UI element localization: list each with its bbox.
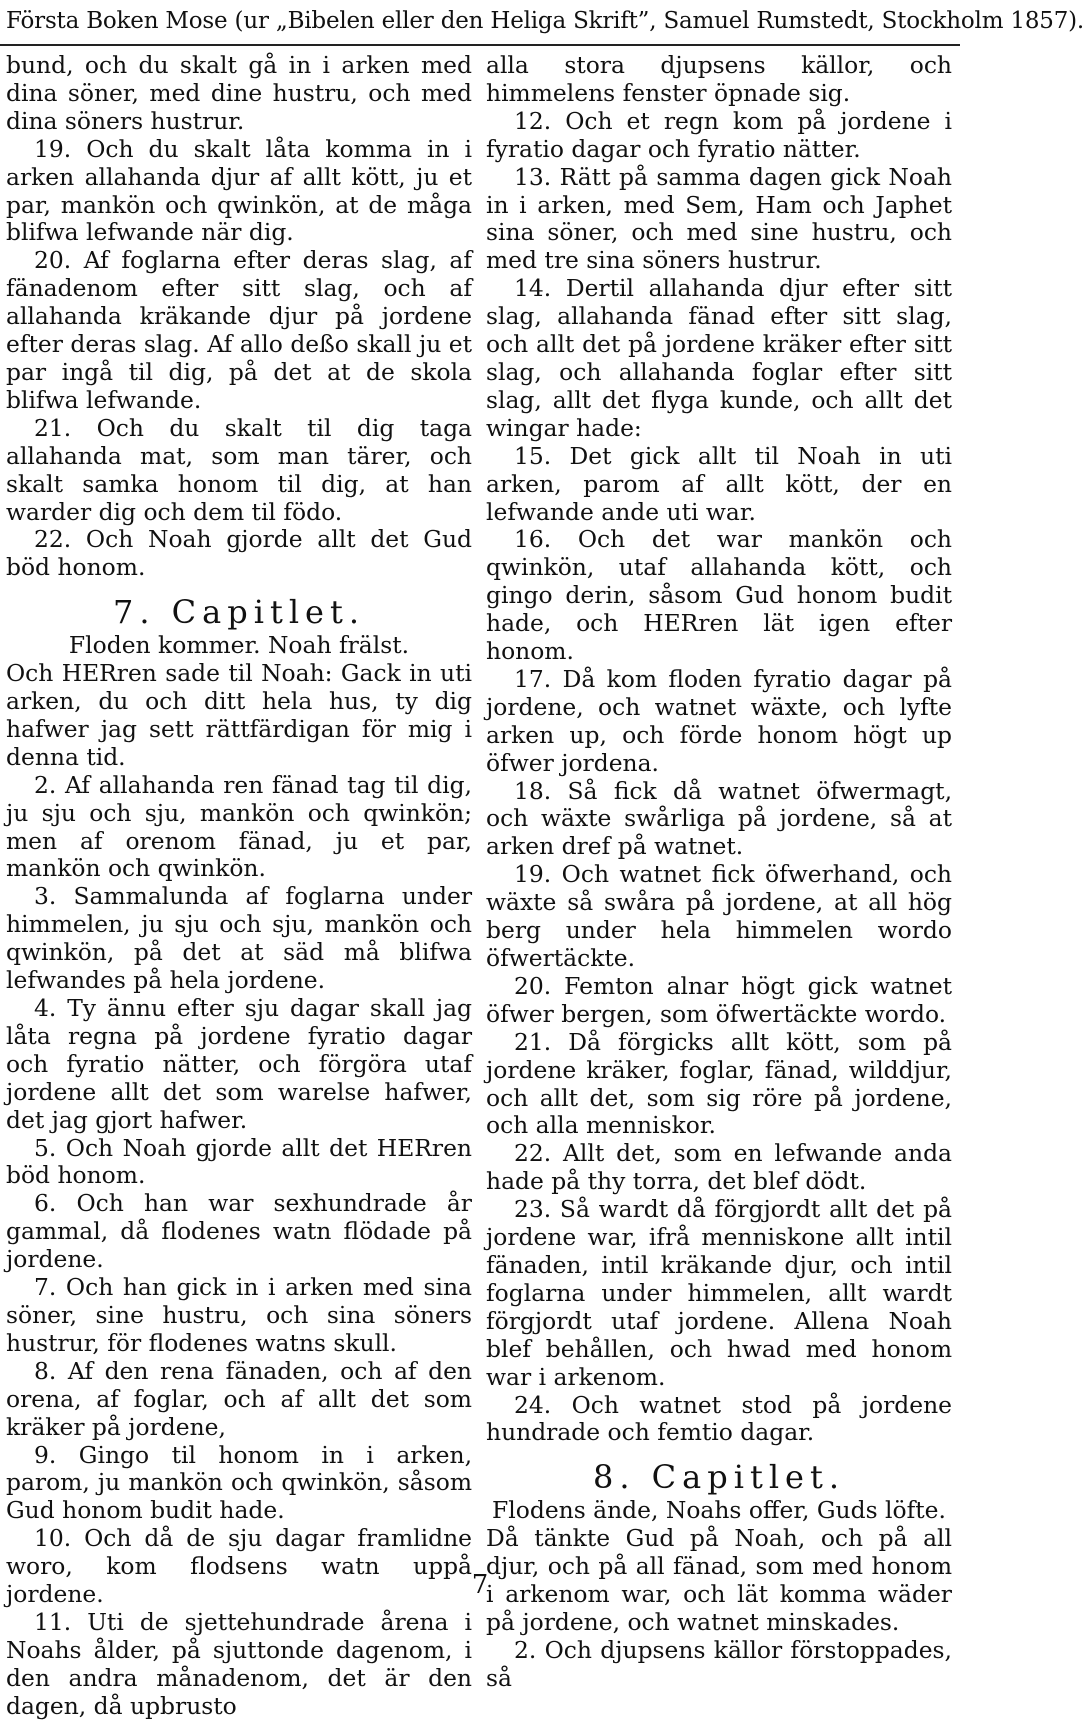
verse-paragraph: 6. Och han war sexhundrade år gammal, då flodenes watn flödade på jordene.	[6, 1189, 472, 1274]
verse-paragraph: bund, och du skalt gå in i arken med dina söner, med dine hustru, och med dina söners hustrur.	[6, 51, 472, 135]
header-rule	[0, 44, 960, 46]
verse-paragraph: 19. Och watnet fick öfwerhand, och wäxte så swåra på jordene, at all hög berg under hela himmelen wordo öfwertäckte.	[486, 860, 952, 972]
verse-paragraph: 4. Ty ännu efter sju dagar skall jag låta regna på jordene fyratio dagar och fyratio nätter, och förgöra utaf jordene allt det som warelse hafwer, det jag gjort hafwer.	[6, 994, 472, 1134]
verse-paragraph: 9. Gingo til honom in i arken, parom, ju mankön och qwinkön, såsom Gud honom budit hade.	[6, 1440, 472, 1525]
chapter-heading: 7. Capitlet.	[112, 593, 366, 632]
verse-paragraph: 20. Femton alnar högt gick watnet öfwer bergen, som öfwertäckte wordo.	[486, 971, 952, 1028]
verse-paragraph: Och HERren sade til Noah: Gack in uti arken, du och ditt hela hus, ty dig hafwer jag sett rättfärdigan för mig i denna tid.	[6, 659, 472, 771]
running-header: Första Boken Mose (ur „Bibelen eller den Heliga Skrift”, Samuel Rumstedt, Stockholm 1857).	[6, 8, 1084, 34]
verse-paragraph: Då tänkte Gud på Noah, och på all djur, och på all fänad, som med honom i arkenom war, och lät komma wäder på jordene, och watnet minskades.	[486, 1524, 952, 1636]
verse-paragraph: 14. Dertil allahanda djur efter sitt slag, allahanda fänad efter sitt slag, och allt det på jordene kräker efter sitt slag, och allahanda foglar efter sitt slag, allt det flyga kunde, och allt det wingar hade:	[486, 274, 952, 442]
chapter-subtitle: Floden kommer. Noah frälst.	[68, 631, 410, 660]
chapter-heading: 8. Capitlet.	[592, 1458, 846, 1497]
verse-paragraph: 17. Då kom floden fyratio dagar på jordene, och watnet wäxte, och lyfte arken up, och förde honom högt up öfwer jordena.	[486, 664, 952, 777]
verse-paragraph: 3. Sammalunda af foglarna under himmelen, ju sju och sju, mankön och qwinkön, på det at säd må blifwa lefwandes på hela jordene.	[6, 882, 472, 995]
left-column	[6, 52, 472, 1721]
verse-paragraph: 21. Och du skalt til dig taga allahanda mat, som man tärer, och skalt samka honom til dig, at han warder dig och dem til födo.	[6, 413, 472, 526]
verse-paragraph: 24. Och watnet stod på jordene hundrade och femtio dagar.	[486, 1390, 952, 1447]
verse-paragraph: 15. Det gick allt til Noah in uti arken, parom af allt kött, der en lefwande ande uti war.	[486, 441, 952, 526]
chapter-subtitle: Flodens ände, Noahs offer, Guds löfte.	[492, 1496, 946, 1525]
verse-paragraph: 7. Och han gick in i arken med sina söner, sine hustru, och sina söners hustrur, för flodenes watns skull.	[6, 1273, 472, 1357]
verse-paragraph: 23. Så wardt då förgjordt allt det på jordene war, ifrå menniskone allt intil fänaden, intil kräkande djur, och intil foglarna under himmelen, allt wardt förgjordt utaf jordene. Allena Noah blef behållen, och hwad med honom war i arkenom.	[486, 1195, 952, 1391]
verse-paragraph: 22. Allt det, som en lefwande anda hade på thy torra, det blef dödt.	[486, 1139, 952, 1196]
right-column	[486, 52, 952, 1693]
verse-paragraph: 10. Och då de sju dagar framlidne woro, kom flodsens watn uppå jordene.	[6, 1524, 472, 1609]
verse-paragraph: 20. Af foglarna efter deras slag, af fänadenom efter sitt slag, och af allahanda kräkande djur på jordene efter deras slag. Af allo deßo skall ju et par ingå til dig, på det at de skola blifwa lefwande.	[6, 246, 472, 414]
verse-paragraph: alla stora djupsens källor, och himmelens fenster öpnade sig.	[486, 51, 952, 107]
page-number: 7	[471, 1570, 489, 1600]
verse-paragraph: 5. Och Noah gjorde allt det HERren böd honom.	[6, 1133, 472, 1190]
verse-paragraph: 8. Af den rena fänaden, och af den orena, af foglar, och af allt det som kräker på jordene,	[6, 1356, 472, 1441]
verse-paragraph: 12. Och et regn kom på jordene i fyratio dagar och fyratio nätter.	[486, 106, 952, 163]
verse-paragraph: 2. Och djupsens källor förstoppades, så	[486, 1635, 952, 1692]
verse-paragraph: 19. Och du skalt låta komma in i arken allahanda djur af allt kött, ju et par, mankön och qwinkön, at de måga blifwa lefwande när dig.	[6, 134, 472, 247]
verse-paragraph: 16. Och det war mankön och qwinkön, utaf allahanda kött, och gingo derin, såsom Gud honom budit hade, och HERren lät igen efter honom.	[486, 525, 952, 666]
verse-paragraph: 2. Af allahanda ren fänad tag til dig, ju sju och sju, mankön och qwinkön; men af orenom fänad, ju et par, mankön och qwinkön.	[6, 770, 472, 883]
verse-paragraph: 22. Och Noah gjorde allt det Gud böd honom.	[6, 525, 472, 582]
verse-paragraph: 13. Rätt på samma dagen gick Noah in i arken, med Sem, Ham och Japhet sina söner, och med sine hustru, och med tre sina söners hustrur.	[486, 162, 952, 275]
verse-paragraph: 18. Så fick då watnet öfwermagt, och wäxte swårliga på jordene, så at arken dref på watnet.	[486, 776, 952, 861]
verse-paragraph: 21. Då förgicks allt kött, som på jordene kräker, foglar, fänad, wilddjur, och allt det, som sig röre på jordene, och alla menniskor.	[486, 1027, 952, 1140]
verse-paragraph: 11. Uti de sjettehundrade årena i Noahs ålder, på sjuttonde dagenom, i den andra månadenom, det är den dagen, då upbrusto	[6, 1607, 472, 1720]
